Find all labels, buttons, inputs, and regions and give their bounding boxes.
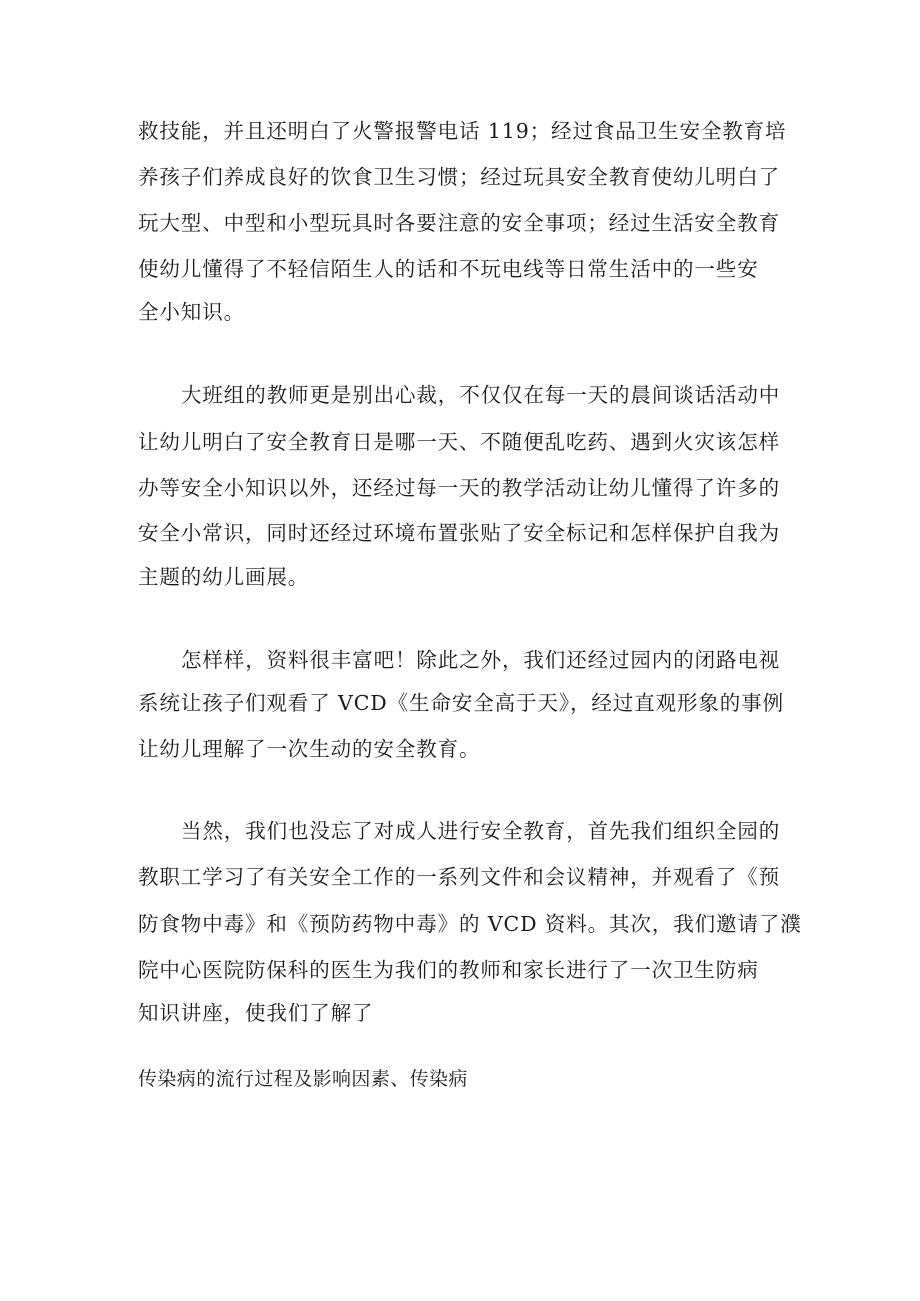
paragraph-2-line-2: 让幼儿明白了安全教育日是哪一天、不随便乱吃药、遇到火灾该怎样 bbox=[138, 430, 780, 454]
paragraph-4-line-5: 知识讲座，使我们了解了 bbox=[138, 1001, 374, 1025]
paragraph-4-line-3: 防食物中毒》和《预防药物中毒》的 VCD 资料。其次，我们邀请了濮 bbox=[138, 912, 802, 936]
paragraph-3-line-1: 怎样样，资料很丰富吧！除此之外，我们还经过园内的闭路电视 bbox=[181, 648, 781, 672]
paragraph-2-line-4: 安全小常识，同时还经过环境布置张贴了安全标记和怎样保护自我为 bbox=[138, 521, 780, 545]
paragraph-1-line-1: 救技能，并且还明白了火警报警电话 119；经过食品卫生安全教育培 bbox=[138, 119, 787, 143]
paragraph-3-line-3: 让幼儿理解了一次生动的安全教育。 bbox=[138, 737, 481, 761]
paragraph-4-line-4: 院中心医院防保科的医生为我们的教师和家长进行了一次卫生防病 bbox=[138, 958, 759, 982]
paragraph-2-line-1: 大班组的教师更是别出心裁，不仅仅在每一天的晨间谈话活动中 bbox=[181, 383, 781, 407]
paragraph-5-line-1: 传染病的流行过程及影响因素、传染病 bbox=[138, 1068, 468, 1090]
paragraph-1-line-3: 玩大型、中型和小型玩具时各要注意的安全事项；经过生活安全教育 bbox=[138, 211, 780, 235]
paragraph-4-line-2: 教职工学习了有关安全工作的一系列文件和会议精神，并观看了《预 bbox=[138, 865, 780, 889]
paragraph-3-line-2: 系统让孩子们观看了 VCD《生命安全高于天》，经过直观形象的事例 bbox=[138, 691, 784, 715]
paragraph-1-line-5: 全小知识。 bbox=[138, 300, 245, 324]
paragraph-1-line-4: 使幼儿懂得了不轻信陌生人的话和不玩电线等日常生活中的一些安 bbox=[138, 257, 759, 281]
paragraph-1-line-2: 养孩子们养成良好的饮食卫生习惯；经过玩具安全教育使幼儿明白了 bbox=[138, 165, 780, 189]
paragraph-2-line-3: 办等安全小知识以外，还经过每一天的教学活动让幼儿懂得了许多的 bbox=[138, 476, 780, 500]
paragraph-4-line-1: 当然，我们也没忘了对成人进行安全教育，首先我们组织全园的 bbox=[181, 819, 781, 843]
paragraph-2-line-5: 主题的幼儿画展。 bbox=[138, 565, 310, 589]
